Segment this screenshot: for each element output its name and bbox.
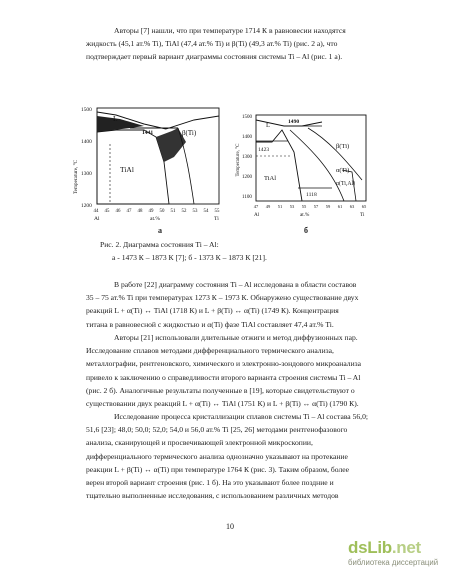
text-line: подтверждает первый вариант диаграммы состояния системы Ti – Al (рис. 1 а).	[86, 52, 343, 62]
temp-1490-b: 1490	[288, 119, 300, 125]
figure-caption-line-2: а - 1473 К – 1873 К [7]; б - 1373 К – 1873 К [21].	[112, 253, 267, 262]
ytick-b-1200: 1200	[242, 175, 252, 180]
xtick-b: 63	[349, 204, 355, 209]
xtick-a: 55	[214, 209, 220, 214]
alpha-boundary-b	[290, 130, 344, 201]
xtick-b: 57	[313, 204, 319, 209]
ylabel-b: Temperature, °C	[236, 143, 241, 177]
text-line: реакций L + α(Ti) ↔ TiAl (1718 К) и L + β(Ti) ↔ α(Ti) (1749 К). Концентрация	[86, 306, 339, 316]
phase-diagram-b	[232, 110, 372, 222]
xtick-b: 61	[337, 204, 343, 209]
text-line: В работе [22] диаграмму состояния Ti – Al исследована в области составов	[114, 280, 357, 289]
beta-boundary-a	[166, 116, 219, 129]
paragraph-1	[86, 24, 371, 64]
text-line: привело к заключению о справедливости второго варианта строения системы Ti – Al	[86, 372, 361, 382]
xticks-b	[254, 204, 367, 209]
paragraph-4	[86, 410, 371, 502]
ylabel-a: Temperature, °C	[73, 159, 79, 195]
text-line: (рис. 2 б). Аналогичные результаты полученные в [19], которые свидетельствуют о	[86, 385, 355, 395]
text-line: Авторы [21] использовали длительные отжиги и метод диффузионных пар.	[114, 333, 358, 342]
text-line: дифференциального термического анализа однозначно указывают на протекание	[86, 451, 348, 461]
xtick-b: 55	[301, 204, 307, 209]
text-line: 51,6 [23]; 48,0; 50,0; 52,0; 54,0 и 56,0 ат.% Ti [25, 26] методами рентгенофазового	[86, 425, 348, 435]
paragraph-3	[86, 331, 371, 410]
beta-boundary-b	[308, 128, 362, 180]
ytick-a-1400: 1400	[81, 139, 92, 145]
ytick-a-1200: 1200	[81, 203, 92, 209]
xtick-a: 52	[181, 209, 187, 214]
region-alpha-al-b: α(Ti,Al)	[336, 181, 356, 187]
xtick-b: 49	[265, 204, 271, 209]
xtick-a: 50	[159, 209, 165, 214]
region-alpha-b: α(Ti)	[336, 167, 350, 174]
xtick-b: 51	[277, 204, 283, 209]
region-beta-a: β(Ti)	[182, 129, 197, 137]
text-line: жидкость (45,1 ат.% Ti), TiAl (47,4 ат.% Ti) и β(Ti) (49,3 ат.% Ti) (рис. 2 а), что	[86, 39, 338, 49]
panel-label-a: а	[158, 226, 162, 235]
text-line: анализа, сканирующей и просвечивающей электронной микроскопии,	[86, 438, 313, 448]
text-line: верен второй вариант строения (рис. 1 б). На это указывают более поздние и	[86, 478, 334, 488]
text-line: реакции L + β(Ti) ↔ α(Ti) при температуре 1764 К (рис. 3). Таким образом, более	[86, 464, 349, 474]
text-line: Исследование процесса кристаллизации сплавов системы Ti – Al состава 56,0;	[114, 412, 368, 421]
region-beta-b: β(Ti)	[336, 143, 350, 150]
region-tial-b: TiAl	[264, 175, 277, 182]
xtick-a: 46	[115, 209, 121, 214]
ytick-b-1400: 1400	[242, 135, 252, 140]
xtick-b: 65	[361, 204, 367, 209]
temp-1423-b: 1423	[258, 147, 270, 153]
xtick-a: 45	[104, 209, 110, 214]
paragraph-2	[86, 278, 371, 331]
x-mid-label-b: at.%	[300, 212, 310, 218]
x-left-label-b: Al	[254, 212, 260, 218]
xtick-a: 49	[148, 209, 154, 214]
ytick-b-1300: 1300	[242, 155, 252, 160]
x-right-label-a: Ti	[214, 216, 219, 222]
phase-diagram-a	[70, 102, 230, 252]
temp-1118-b: 1118	[306, 192, 317, 198]
xtick-a: 54	[203, 209, 209, 214]
panel-label-b: б	[304, 226, 308, 235]
watermark-logo	[348, 538, 421, 558]
watermark-logo-suffix: .net	[391, 538, 421, 557]
xtick-a: 51	[170, 209, 176, 214]
region-L-a: L	[113, 114, 118, 123]
text-line: тщательно выполненные исследования, с использованием различных методов	[86, 491, 339, 501]
text-line: существовании двух реакций L + α(Ti) ↔ TiAl (1751 К) и L + β(Ti) ↔ α(Ti) (1790 К).	[86, 399, 359, 409]
xtick-a: 48	[137, 209, 143, 214]
xtick-b: 59	[325, 204, 331, 209]
text-line: Авторы [7] нашли, что при температуре 1714 К в равновесии находятся	[114, 26, 346, 35]
ytick-b-1100: 1100	[242, 195, 252, 200]
xtick-a: 44	[93, 209, 99, 214]
text-line: титана в равновесной с жидкостью и α(Ti) фазе TiAl составляет 47,4 ат.% Ti.	[86, 319, 334, 329]
ytick-b-1500: 1500	[242, 115, 252, 120]
xtick-b: 53	[289, 204, 295, 209]
x-right-label-b: Ti	[360, 212, 365, 218]
watermark-subtitle: библиотека диссертаций	[348, 558, 439, 567]
x-mid-label-a: at.%	[150, 216, 161, 222]
figure-caption-line-1: Рис. 2. Диаграмма состояния Ti – Al:	[100, 240, 219, 249]
isotherm-label-a: 1441	[142, 130, 154, 136]
ytick-a-1300: 1300	[81, 171, 92, 177]
xtick-a: 47	[126, 209, 132, 214]
xticks-a	[94, 209, 220, 214]
text-line: 35 – 75 ат.% Ti при температурах 1273 К – 1973 К. Обнаружено существование двух	[86, 293, 359, 303]
text-line: металлографии, рентгеновского, химического и электронно-зондового микроанализа	[86, 359, 362, 369]
text-line: Исследование сплавов методами дифференциального термического анализа,	[86, 346, 334, 356]
region-L-b: L	[266, 122, 270, 129]
ytick-a-1500: 1500	[81, 107, 92, 113]
xtick-a: 53	[192, 209, 198, 214]
page-number: 10	[226, 522, 234, 531]
x-left-label-a: Al	[94, 216, 100, 222]
watermark-logo-main: dsLib	[348, 538, 392, 557]
xtick-b: 47	[253, 204, 259, 209]
region-tial-a: TiAl	[120, 165, 134, 174]
watermark	[348, 538, 448, 578]
